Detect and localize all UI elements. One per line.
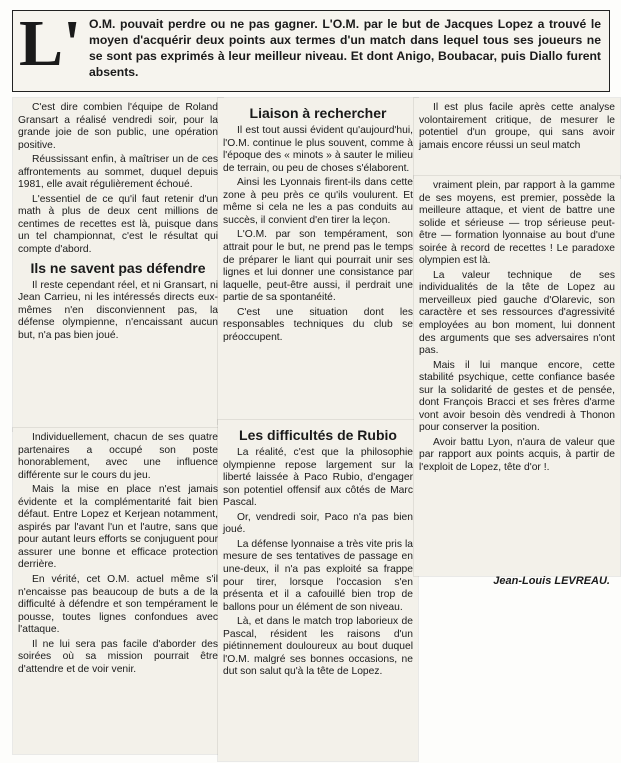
paragraph: C'est dire combien l'équipe de Roland Gransart a réalisé vendredi soir, pour la grande joie de son public, une opération positive. — [18, 102, 218, 151]
author-signature: Jean-Louis LEVREAU. — [493, 575, 610, 587]
paragraph: La défense lyonnaise a très vite pris la mesure de ses tentatives de passage en une-deux, il n'a pas exploité sa frappe pour tirer, lorsque l'occasion s'en présenta et il a cafouillé bien trop de ballons pour un élément de son niveau. — [223, 538, 413, 613]
subheading-rubio: Les difficultés de Rubio — [239, 427, 397, 443]
paragraph: Là, et dans le match trop laborieux de Pascal, résident les raisons d'un piétinnement douloureux au bout duquel l'O.M. malgré ses bonnes occasions, ne dut son salut qu'à la tête de Lopez. — [223, 616, 413, 678]
paragraph: Mais il lui manque encore, cette stabilité psychique, cette confiance basée sur la solidarité de gestes et de pensée, dont François Bracci et ses frères d'arme vont avoir besoin dès vendredi à Thonon pour conserver la position. — [419, 359, 615, 434]
paragraph: Mais la mise en place n'est jamais évidente et la complémentarité fait bien défaut. Entre Lopez et Kerjean notamment, aspirés par l'avant l'un et l'autre, sans que pour autant leurs efforts se conjuguent pour assurer une bonne et efficace protection derrière. — [18, 484, 218, 571]
drop-cap: L' — [19, 7, 82, 80]
paragraph: Ainsi les Lyonnais firent-ils dans cette zone à peu près ce qu'ils voulurent. Et même si cela ne les a pas conduits au succès, il convient d'en tirer la leçon. — [223, 177, 413, 226]
paragraph: C'est une situation dont les responsables techniques du club se préoccupent. — [223, 306, 413, 343]
article-lead-box — [12, 7, 610, 92]
paragraph: Avoir battu Lyon, n'aura de valeur que par rapport aux points acquis, à partir de l'exploit de Lopez, tête d'or !. — [419, 436, 615, 474]
paragraph: En vérité, cet O.M. actuel même s'il n'encaisse pas beaucoup de buts a de la difficulté à défendre et son tempérament le pousse, toutes lignes confondues avec l'attaque. — [18, 574, 218, 636]
paragraph: Il reste cependant réel, et ni Gransart, ni Jean Carrieu, ni les intéressés directs eux-mêmes n'en disconviennent pas, la défense olympienne, n'encaissant aucun but, n'a pas bien joué. — [18, 279, 218, 341]
paragraph: L'essentiel de ce qu'il faut retenir d'un math à plus de deux cent millions de centimes de recettes est là, puisque dans un tel championnat, c'est le résultat qui compte d'abord. — [18, 193, 218, 256]
paragraph: La valeur technique de ses individualités de la tête de Lopez au merveilleux pied gauche d'Olarevic, son caractère et ses ressources d'agressivité employées au bon moment, lui donnent des arguments que ses adversaires n'ont pas. — [419, 269, 615, 357]
subheading-liaison: Liaison à rechercher — [249, 105, 387, 121]
paragraph: L'O.M. par son tempérament, son attrait pour le but, ne prend pas le temps de préparer le liant qui pourrait unir ses lignes et lui donner une consistance par laquelle, peut-être aussi, il perdrait une partie de sa spontanéité. — [223, 229, 413, 304]
paragraph: vraiment plein, par rapport à la gamme de ses moyens, est premier, possède la meilleure attaque, et vient de battre une solide et sérieuse — trop sérieuse peut-être — formation lyonnaise au bout d'une soirée à record de recettes ! Le paradoxe olympien est là. — [419, 180, 615, 267]
paragraph: Or, vendredi soir, Paco n'a pas bien joué. — [223, 511, 413, 536]
paragraph: Il est plus facile après cette analyse volontairement critique, de mesurer le potentiel d'un groupe, qui sans avoir jamais encore réussi un seul match — [419, 102, 615, 151]
paragraph: La réalité, c'est que la philosophie olympienne repose largement sur la liberté laissée à Paco Rubio, d'engager son potentiel offensif aux côtés de Marc Pascal. — [223, 447, 413, 509]
column-2-bottom — [218, 420, 418, 761]
article-lead: O.M. pouvait perdre ou ne pas gagner. L'O.M. par le but de Jacques Lopez a trouvé le moyen d'acquérir deux points aux termes d'un match dans lequel tous ses joueurs ne se sont pas exprimés à leur meilleur niveau. Et dont Anigo, Boubacar, puis Diallo furent absents. — [89, 17, 601, 79]
column-2-top — [218, 98, 418, 424]
column-1-top — [13, 98, 223, 431]
column-1-bottom — [13, 428, 223, 754]
column-3-bottom — [414, 176, 620, 576]
paragraph: Réussissant enfin, à maîtriser un de ces affrontements au sommet, duquel depuis 1981, elle avait régulièrement échoué. — [18, 154, 218, 191]
subheading-defense: Ils ne savent pas défendre — [30, 259, 206, 276]
paragraph: Individuellement, chacun de ses quatre partenaires a occupé son poste honorablement, avec une influence différente sur le cours du jeu. — [18, 432, 218, 481]
paragraph: Il ne lui sera pas facile d'aborder des soirées où sa mission pourrait être d'attendre et de voir venir. — [18, 638, 218, 675]
column-3-top — [414, 98, 620, 178]
paragraph: Il est tout aussi évident qu'aujourd'hui, l'O.M. continue le plus souvent, comme à l'époque des « minots » à sauter le milieu de terrain, ou peu de choses s'élaborent. — [223, 125, 413, 174]
